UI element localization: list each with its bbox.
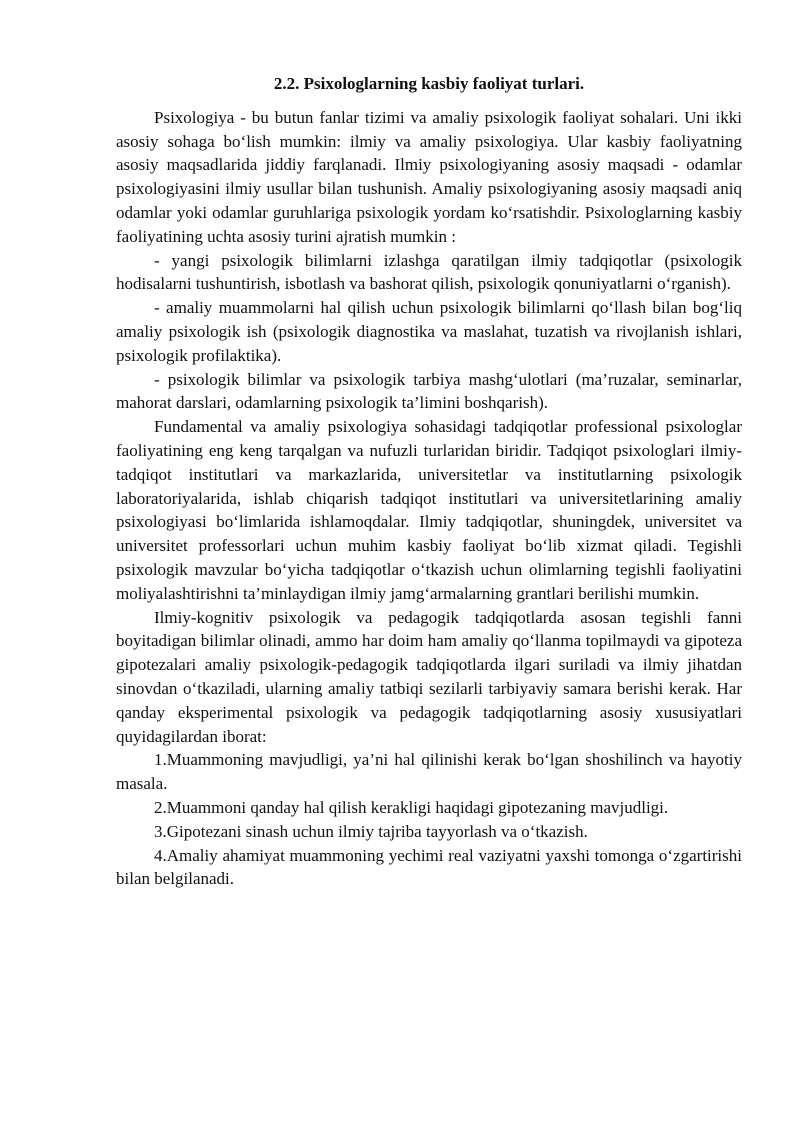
list-item-practical-work: - amaliy muammolarni hal qilish uchun psixologik bilimlarni qo‘llash bilan bog‘liq amaliy psixologik ish (psixologik diagnostika va maslahat, tuzatish va rivojlanish ishlari, psixologik profilaktika). [116,298,742,365]
feature-item-4: 4.Amaliy ahamiyat muammoning yechimi real vaziyatni yaxshi tomonga o‘zgartirishi bilan belgilanadi. [116,845,742,889]
section-title: 2.2. Psixologlarning kasbiy faoliyat turlari. [273,74,585,93]
list-item-education: - psixologik bilimlar va psixologik tarbiya mashg‘ulotlari (ma’ruzalar, seminarlar, mahorat darslari, odamlarning psixologik ta’limini boshqarish). [116,369,742,413]
feature-item-3: 3.Gipotezani sinash uchun ilmiy tajriba tayyorlash va o‘tkazish. [154,821,588,841]
cognitive-research-paragraph: Ilmiy-kognitiv psixologik va pedagogik tadqiqotlarda asosan tegishli fanni boyitadigan bilimlar olinadi, ammo har doim ham amaliy qo‘llanma topilmaydi va gipoteza gipotezalari amaliy psixologik-pedagogik tadqiqotlarda ilgari suriladi va ilmiy jihatdan sinovdan o‘tkaziladi, ularning amaliy tatbiqi sezilarli tarbiyaviy samara berishi kerak. Har qanday eksperimental psixologik va pedagogik tadqiqotlarning asosiy xususiyatlari quyidagilardan iborat: [116,607,742,746]
feature-item-2: 2.Muammoni qanday hal qilish kerakligi haqidagi gipotezaning mavjudligi. [154,797,669,817]
intro-paragraph: Psixologiya - bu butun fanlar tizimi va amaliy psixologik faoliyat sohalari. Uni ikki asosiy sohaga bo‘lish mumkin: ilmiy va amaliy psixologiya. Ular kasbiy faoliyatning asosiy maqsadlarida jiddiy farqlanadi. Ilmiy psixologiyaning asosiy maqsadi - odamlar psixologiyasini ilmiy usullar bilan tushunish. Amaliy psixologiyaning asosiy maqsadi aniq odamlar yoki odamlar guruhlariga psixologik yordam ko‘rsatishdir. Psixologlarning kasbiy faoliyatining uchta asosiy turini ajratish mumkin : [116,107,742,246]
document-page [116,72,742,891]
list-item-scientific-research: - yangi psixologik bilimlarni izlashga qaratilgan ilmiy tadqiqotlar (psixologik hodisalarni tushuntirish, isbotlash va bashorat qilish, psixologik qonuniyatlarni o‘rganish). [116,250,742,294]
feature-item-1: 1.Muammoning mavjudligi, ya’ni hal qilinishi kerak bo‘lgan shoshilinch va hayotiy masala. [116,750,742,794]
research-paragraph: Fundamental va amaliy psixologiya sohasidagi tadqiqotlar professional psixologlar faoliyatining eng keng tarqalgan va nufuzli turlaridan biridir. Tadqiqot psixologlari ilmiy-tadqiqot institutlari va markazlarida, universitetlar va institutlarning psixologik laboratoriyalarida, ishlab chiqarish tadqiqot institutlari va universitetlarining amaliy psixologiyasi bo‘limlarida ishlamoqdalar. Ilmiy tadqiqotlar, shuningdek, universitet va universitet professorlari uchun muhim kasbiy faoliyat bo‘lib xizmat qiladi. Tegishli psixologik mavzular bo‘yicha tadqiqotlar o‘tkazish uchun olimlarning tegishli faoliyatini moliyalashtirishni ta’minlaydigan ilmiy jamg‘armalarning grantlari berilishi mumkin. [116,417,742,603]
